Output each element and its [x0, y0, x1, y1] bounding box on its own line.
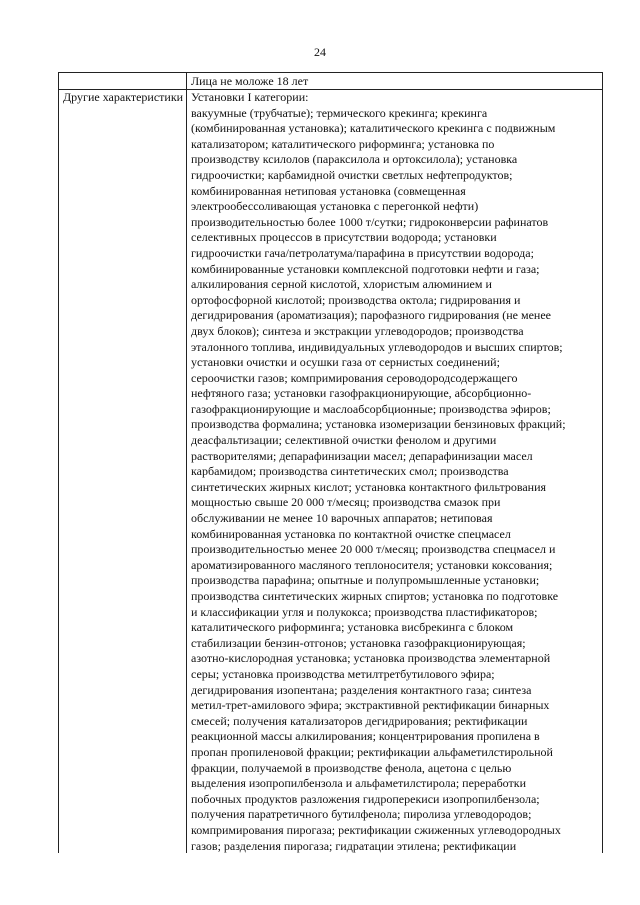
text-line: выделения изопропилбензола и альфаметилстирола; переработки [191, 776, 527, 791]
text-line: производства формалина; установка изомеризации бензиновых фракций; [191, 417, 566, 432]
text-line: получения паратретичного бутилфенола; пиролиза углеводородов; [191, 807, 532, 822]
text-line: дегидрирования изопентана; разделения контактного газа; синтеза [191, 682, 532, 697]
text-line: обслуживании не менее 10 варочных аппаратов; нетиповая [191, 511, 493, 526]
text-line: карбамидом; производства синтетических смол; производства [191, 464, 509, 479]
text-line: производства парафина; опытные и полупромышленные установки; [191, 573, 540, 588]
text-line: серы; установка производства метилтретбутилового эфира; [191, 666, 495, 681]
text-line: селективных процессов в присутствии водорода; установки [191, 230, 497, 245]
page-number: 24 [314, 45, 326, 59]
text-line: производства синтетических жирных спиртов; установка по подготовке [191, 589, 559, 603]
table-row [59, 73, 603, 90]
text-line: электрообессоливающая установка с перегонкой нефти) [191, 199, 479, 214]
installations-list-cell [187, 90, 603, 886]
installations-text [191, 90, 600, 885]
text-line: вакуумные (трубчатые); термического крекинга; крекинга [191, 105, 488, 120]
text-line: мощностью свыше 20 000 т/месяц; производства смазок при [191, 495, 501, 510]
table-cell-left [59, 73, 187, 90]
text-line: комбинированная установка по контактной очистке спецмасел [191, 526, 511, 541]
text-line: ортофосфорной кислотой; производства октола; гидрирования и [191, 292, 521, 307]
text-line: смесей; получения катализаторов дегидрирования; ректификации [191, 713, 528, 728]
text-line: азотно-кислородная установка; установка производства элементарной [191, 651, 551, 666]
text-line: производительностью менее 20 000 т/месяц; производства спецмасел и [191, 542, 556, 557]
text-line: фракции, получаемой в производстве фенола, ацетона с целью [191, 760, 512, 775]
text-line: синтетических жирных кислот; установка контактного фильтрования [191, 479, 547, 494]
text-line: эталонного топлива, индивидуальных углеводородов и высших спиртов; [191, 339, 563, 354]
text-line: метил-трет-амилового эфира; экстрактивной ректификации бинарных [191, 698, 550, 713]
text-line: газофракционирующие и маслоабсорбционные; производства эфиров; [191, 401, 551, 416]
text-line: гидроочистки гача/петролатума/парафина в присутствии водорода; [191, 245, 534, 260]
text-line: каталитического риформинга; установка висбрекинга с блоком [191, 620, 514, 635]
text-line: газов; разделения пирогаза; гидратации этилена; ректификации [191, 838, 517, 853]
text-line: деасфальтизации; селективной очистки фенолом и другими [191, 433, 497, 448]
text-line: пропан пропиленовой фракции; ректификации альфаметилстирольной [191, 744, 553, 759]
text-line: двух блоков); синтеза и экстракции углеводородов; производства [191, 323, 524, 338]
text-line: комбинированные установки комплексной подготовки нефти и газа; [191, 261, 540, 276]
characteristics-table [58, 72, 603, 885]
text-line: комбинированная нетиповая установка (совмещенная [191, 183, 466, 198]
text-line: гидроочистки; карбамидной очистки светлых нефтепродуктов; [191, 167, 513, 182]
text-line: и классификации угля и полукокса; производства пластификаторов; [191, 604, 538, 619]
text-line: ароматизированного масляного теплоносителя; установки коксования; [191, 557, 553, 572]
row-heading-other-characteristics: Другие характеристики [59, 90, 187, 886]
text-line: сероочистки газов; компримирования сероводородсодержащего [191, 370, 518, 385]
text-line: побочных продуктов разложения гидроперекиси изопропилбензола; [191, 791, 540, 806]
text-line: Установки I категории: [191, 90, 309, 104]
table-row [59, 90, 603, 886]
text-line: производству ксилолов (параксилола и ортоксилола); установка [191, 152, 518, 167]
text-line: нефтяного газа; установки газофракционирующие, абсорбционно- [191, 386, 532, 401]
age-requirement-cell: Лица не моложе 18 лет [187, 73, 603, 90]
page-bottom-margin [0, 853, 640, 905]
text-line: производительностью более 1000 т/сутки; гидроконверсии рафинатов [191, 214, 549, 229]
text-line: (комбинированная установка); каталитического крекинга с подвижным [191, 121, 556, 136]
text-line: компримирования пирогаза; ректификации сжиженных углеводородных [191, 822, 561, 837]
text-line: реакционной массы алкилирования; концентрирования пропилена в [191, 729, 540, 744]
text-line: катализатором; каталитического риформинга; установка по [191, 136, 495, 151]
text-line: дегидрирования (ароматизация); парофазного гидрирования (не менее [191, 308, 551, 323]
text-line: растворителями; депарафинизации масел; депарафинизации масел [191, 448, 533, 463]
text-line: стабилизации бензин-отгонов; установка газофракционирующая; [191, 635, 526, 650]
text-line: алкилирования серной кислотой, хлористым алюминием и [191, 277, 492, 292]
text-line: установки очистки и осушки газа от сернистых соединений; [191, 355, 500, 370]
